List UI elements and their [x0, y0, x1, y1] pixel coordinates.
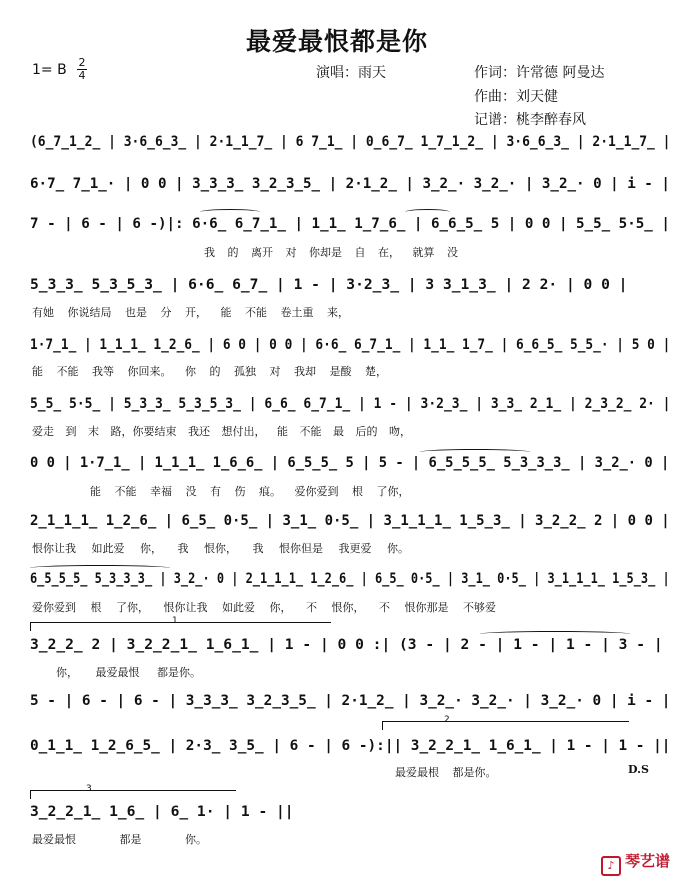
tie-mark — [420, 449, 530, 455]
lyrics-row-10: 你， 最爱最恨 都是你。 — [56, 666, 201, 679]
time-signature — [77, 58, 87, 81]
notation-row-1: (6̲7̲1̲2̲ | 3·6̲6̲3̲ | 2·1̲1̲7̲ | 6 7̲1̲ | 0̲6̲7̲ 1̲7̲1̲2̲ | 3·6̲6̲3̲ | 2·1̲1̲7̲ | — [30, 133, 671, 150]
song-title: 最爱最恨都是你 — [246, 27, 429, 56]
notation-row-10: 3̲2̲2̲ 2 | 3̲2̲2̲1̲ 1̲6̲1̲ | 1 - | 0 0 :| (3 - | 2 - | 1 - | 1 - | 3 - | — [30, 636, 663, 653]
notation-row-6: 5̲5̲ 5·5̲ | 5̲3̲3̲ 5̲3̲5̲3̲ | 6̲6̲ 6̲7̲1̲ | 1 - | 3·2̲3̲ | 3̲3̲ 2̲1̲ | 2̲3̲2̲ 2· | — [30, 395, 671, 412]
notation-row-8: 2̲1̲1̲1̲ 1̲2̲6̲ | 6̲5̲ 0·5̲ | 3̲1̲ 0·5̲ | 3̲1̲1̲1̲ 1̲5̲3̲ | 3̲2̲2̲ 2 | 0 0 | — [30, 512, 670, 529]
lyrics-row-8: 恨你让我 如此爱 你， 我 恨你， 我 恨你但是 我更爱 你。 — [32, 542, 409, 555]
time-signature-denominator: 4 — [78, 69, 86, 82]
lyrics-row-5: 能 不能 我等 你回来。 你 的 孤独 对 我却 是酸 楚， — [32, 365, 387, 378]
singer-credit: 演唱：雨天 — [316, 65, 386, 81]
notation-row-11: 5 - | 6 - | 6 - | 3̲3̲3̲ 3̲2̲3̲5̲ | 2·1̲2̲ | 3̲2̲· 3̲2̲· | 3̲2̲· 0 | i - | — [30, 692, 671, 709]
volta-2-bracket — [382, 721, 629, 730]
site-logo-label: 琴艺谱 — [624, 852, 670, 870]
notation-row-4: 5̲3̲3̲ 5̲3̲5̲3̲ | 6·6̲ 6̲7̲ | 1 - | 3·2̲3̲ | 3 3̲1̲3̲ | 2 2· | 0 0 | — [30, 276, 628, 293]
lyrics-row-4: 有她 你说结局 也是 分 开， 能 不能 卷土重 来， — [32, 306, 349, 319]
lyrics-row-9: 爱你爱到 根 了你， 恨你让我 如此爱 你， 不 恨你， 不 恨你那是 不够爱 — [32, 601, 496, 614]
lyrics-row-3: 我 的 离开 对 你却是 自 在， 就算 没 — [204, 246, 458, 259]
tie-mark — [405, 209, 450, 215]
composer-credit: 作曲：刘天健 — [474, 89, 558, 105]
dal-segno-mark: D.S — [628, 763, 649, 776]
notation-row-2: 6·7̲ 7̲1̲· | 0 0 | 3̲3̲3̲ 3̲2̲3̲5̲ | 2·1̲2̲ | 3̲2̲· 3̲2̲· | 3̲2̲· 0 | i - | — [30, 175, 670, 192]
site-logo[interactable] — [601, 850, 670, 876]
time-signature-numerator: 2 — [78, 56, 86, 69]
lyricist-credit: 作词：许常德 阿曼达 — [474, 65, 605, 81]
tie-mark — [30, 565, 170, 571]
notation-row-7: 0 0 | 1·7̲1̲ | 1̲1̲1̲ 1̲6̲6̲ | 6̲5̲5̲ 5 | 5 - | 6̲5̲5̲5̲ 5̲3̲3̲3̲ | 3̲2̲· 0 | — [30, 454, 670, 471]
lyrics-row-7: 能 不能 幸福 没 有 伤 痕。 爱你爱到 根 了你， — [90, 485, 410, 498]
tie-mark — [200, 209, 260, 215]
notation-row-3: 7 - | 6 - | 6 -)|: 6·6̲ 6̲7̲1̲ | 1̲1̲ 1̲7̲6̲ | 6̲6̲5̲ 5 | 0 0 | 5̲5̲ 5·5̲ | — [30, 215, 670, 232]
notation-row-5: 1·7̲1̲ | 1̲1̲1̲ 1̲2̲6̲ | 6 0 | 0 0 | 6·6̲ 6̲7̲1̲ | 1̲1̲ 1̲7̲ | 6̲6̲5̲ 5̲5̲· | 5 0 | — [30, 336, 671, 353]
key-signature: 1= B — [32, 62, 67, 78]
notation-row-9: 6̲5̲5̲5̲ 5̲3̲3̲3̲ | 3̲2̲· 0 | 2̲1̲1̲1̲ 1̲2̲6̲ | 6̲5̲ 0·5̲ | 3̲1̲ 0·5̲ | 3̲1̲1̲1̲ 1̲5̲3̲ | — [30, 570, 670, 587]
notation-row-13: 3̲2̲2̲1̲ 1̲6̲ | 6̲ 1· | 1 - || — [30, 803, 294, 820]
notation-row-12: 0̲1̲1̲ 1̲2̲6̲5̲ | 2·3̲ 3̲5̲ | 6 - | 6 -):|| 3̲2̲2̲1̲ 1̲6̲1̲ | 1 - | 1 - || — [30, 737, 671, 754]
lyrics-row-13: 最爱最恨 都是 你。 — [32, 833, 207, 846]
volta-1-number: 1 — [172, 616, 178, 626]
tie-mark — [480, 631, 630, 637]
music-note-icon: ♪ — [601, 856, 621, 876]
lyrics-row-6: 爱走 到 末 路，你要结束 我还 想付出， 能 不能 最 后的 吻， — [32, 425, 411, 438]
volta-2-number: 2 — [444, 715, 450, 725]
volta-3-bracket — [30, 790, 236, 799]
transcriber-credit: 记谱：桃李醉春风 — [474, 112, 586, 128]
volta-1-bracket — [30, 622, 331, 631]
lyrics-row-12: 最爱最根 都是你。 — [395, 766, 497, 779]
volta-3-number: 3 — [86, 784, 92, 794]
